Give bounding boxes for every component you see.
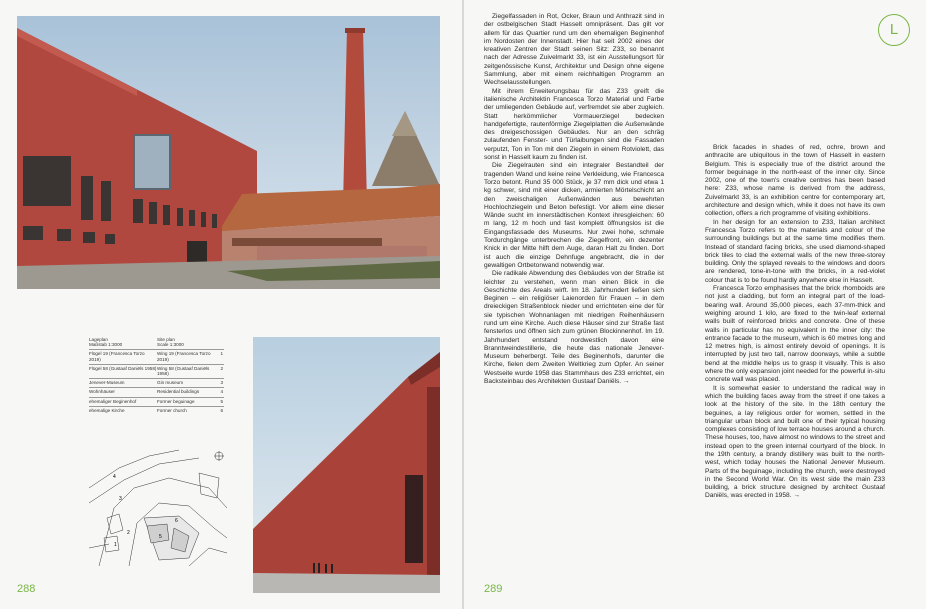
english-paragraph: It is somewhat easier to understand the radical way in which the building faces away from the street if one takes a look at the history of the site. In the 18th century the beguines, a lay religious order for women, settled in the triangular urban block and built one of their typical housing complexes consisting of low terrace houses around a church. These houses, too, have almost no windows to the street and instead open to the green internal courtyard of the block. In the 19th century, a brandy distillery was built to the north-west, which today houses the National Jenever Museum. Parts of the beguinage, including the church, were destroyed in the Second World War. On its west side the main Z33 building, a brick structure designed by architect Gustaaf Daniëls, was erected in 1958. →	[705, 384, 885, 500]
legend-row	[89, 349, 224, 363]
page-number-left: 288	[17, 583, 36, 595]
english-paragraph: Francesca Torzo emphasises that the brick rhomboids are not just a cladding, but form an integral part of the load-bearing wall. Around 35,000 pieces, each 37-mm-thick and weighing around 1 kilo, are fixed to the twin-leaf external walls built of reinforced bricks and concrete. One of these walls in particular has no equivalent in the inner city: the entrance facade to the museum, which is 60 metres long and 12 metres high, is almost entirely devoid of openings. It is interrupted by just two tall, narrow doorways, while a subtle bend at the middle helps us to grasp it visually. This is also where the only expansion joint needed for the powerful in-situ concrete wall was placed.	[705, 285, 885, 384]
legend-en: Wing 58 (Gustaaf Daniëls 1958)	[157, 365, 210, 377]
legend-en: Wing 19 (Francesca Torzo 2019)	[157, 351, 211, 362]
museum-courtyard-image	[17, 16, 440, 289]
red-facade-image	[253, 337, 440, 593]
german-paragraph: Mit ihrem Erweiterungsbau für das Z33 greift die italienische Architektin Francesca Torzo Material und Farbe der umliegenden Gebäude auf, verfremdet sie aber zugleich. Statt herkömmlicher Vormauerziegel bedecken handgefertigte, rautenförmige Ziegelplatten die Außenwände des dreigeschossigen Gebäudes. Nur an den schräg zulaufenden Fenster- und Türlaibungen sind die Fassaden verputzt, Ton in Ton mit den Ziegeln in einem Rotviolett, das sonst in Hasselt kaum zu finden ist.	[484, 87, 664, 162]
site-plan-label-6: 6	[175, 518, 178, 524]
legend-en: Residential buildings	[157, 389, 200, 395]
site-plan-label-3: 3	[119, 496, 122, 502]
legend-row	[89, 387, 224, 397]
legend-en: Former beguinage	[157, 398, 195, 404]
legend-row	[89, 364, 224, 378]
site-plan-label-4: 4	[113, 474, 116, 480]
site-plan-image	[89, 448, 227, 566]
german-column	[484, 13, 664, 570]
site-plan-label-5: 5	[159, 534, 162, 540]
legend-row	[89, 397, 224, 407]
legend-en: Gin museum	[157, 379, 184, 385]
legend-de: Wohnhäuser	[89, 389, 115, 395]
legend-row	[89, 406, 224, 416]
legend-num: 5	[220, 398, 223, 404]
site-plan-label-2: 2	[127, 530, 130, 536]
site-plan-label-1: 1	[114, 542, 117, 548]
legend-num: 6	[220, 408, 223, 414]
legend-en: Former church	[157, 408, 187, 414]
legend-de: ehemalige Kirche	[89, 408, 125, 414]
museum-courtyard-photo	[17, 16, 440, 289]
legend-num: 4	[220, 389, 223, 395]
chapter-letter-logo: L	[878, 14, 910, 46]
page-number-right: 289	[484, 583, 503, 595]
legend-row	[89, 378, 224, 388]
legend-header	[89, 336, 224, 349]
left-page	[0, 0, 462, 609]
legend-num: 2	[220, 365, 223, 371]
site-plan-legend	[89, 336, 224, 416]
legend-de: Jenever-Museum	[89, 379, 125, 385]
legend-de: ehemaliger Beginenhof	[89, 398, 137, 404]
german-paragraph: Die radikale Abwendung des Gebäudes von der Straße ist leichter zu verstehen, wenn man einen Blick in die Geschichte des Areals wirft. Im 18. Jahrhundert ließen sich Beginen – ein religiöser Laienorden für Frauen – in dem dreieckigen Straßenblock nieder und errichteten eine der für sie typischen Wohnanlagen mit niedrigen Reihenhäusern rund um eine Kirche. Auch diese Häuser sind zur Straße fast fensterlos und öffnen sich zum grünen Blockinnenhof. Im 19. Jahrhundert entstand nordwestlich davon eine Branntweindestillerie, die heute das nationale Jenever-Museum beherbergt. Teile des Beginenhofs, darunter die Kirche, fielen dem Zweiten Weltkrieg zum Opfer. An seiner Westseite wurde 1958 das Stammhaus des Z33 errichtet, ein Backsteinbau des Architekten Gustaaf Daniëls. →	[484, 270, 664, 386]
german-paragraph: Die Ziegelrauten sind ein integraler Bestandteil der tragenden Wand und keine reine Verkleidung, wie Francesca Torzo betont. Rund 35 000 Stück, je 37 mm dick und etwa 1 kg schwer, sind mit einer dicken, armierten Mörtelschicht an den zweischaligen Außenwänden aus bewehrten Hochlochziegeln und Beton befestigt. Vor allem eine dieser Wände sucht im innerstädtischen Kontext ihresgleichen: 60 m lang, 12 m hoch und fast komplett öffnungslos ist die Eingangsfassade des Museums. Nur zwei hohe, schmale Tordurchgänge unterbrechen die Ziegelfront, ein dezenter Knick in der Mitte hilft dem Auge, daran Halt zu finden. Dort ist auch die einzige Dehnfuge angebracht, die in der gewaltigen Ortbetonwand notwendig war.	[484, 162, 664, 269]
legend-num: 3	[220, 379, 223, 385]
english-column	[705, 144, 885, 588]
right-page	[464, 0, 926, 609]
legend-header-en: Site plan Scale 1:3000	[157, 337, 184, 348]
english-paragraph: Brick facades in shades of red, ochre, brown and anthracite are ubiquitous in the town of Hasselt in eastern Belgium. This is especially true of the district around the former beguinage in the north-east of the inner city. Since 2002, one of the town's creative centres has been based here: Z33, whose name is derived from the address, Zuivelmarkt 33, is an exhibition centre for contemporary art, architecture and design which, while it does not have its own collection, offers a rich programme of visiting exhibitions.	[705, 144, 885, 218]
red-facade-photo	[253, 337, 440, 593]
legend-de: Flügel 19 (Francesca Torzo 2019)	[89, 351, 145, 362]
legend-de: Flügel 58 (Gustaaf Daniëls 1958)	[89, 365, 157, 371]
german-paragraph: Ziegelfassaden in Rot, Ocker, Braun und Anthrazit sind in der ostbelgischen Stadt Hasselt omnipräsent. Das gilt vor allem für das Quartier rund um den ehemaligen Beginenhof im Nordosten der Innenstadt. Hier hat seit 2002 eines der kreativen Zentren der Stadt seinen Sitz: Z33, so benannt nach der Adresse Zuivelmarkt 33, ist ein Ausstellungsort für zeitgenössische Kunst, Architektur und Design ohne eigene Sammlung, aber mit einem reichhaltigen Programm an Wechselausstellungen.	[484, 13, 664, 87]
legend-header-de: Lageplan Maßstab 1:3000	[89, 337, 123, 348]
site-plan-drawing	[89, 448, 227, 566]
legend-num: 1	[220, 351, 223, 357]
english-paragraph: In her design for an extension to Z33, Italian architect Francesca Torzo refers to the materials and colour of the surrounding buildings but at the same time modifies them. Instead of standard facing bricks, she used diamond-shaped brick tiles to clad the external walls of the new three-storey building. Only the splayed reveals to the windows and doors are rendered, tone-in-tone with the bricks, in a red-violet colour that is to be found hardly anywhere else in Hasselt.	[705, 218, 885, 284]
